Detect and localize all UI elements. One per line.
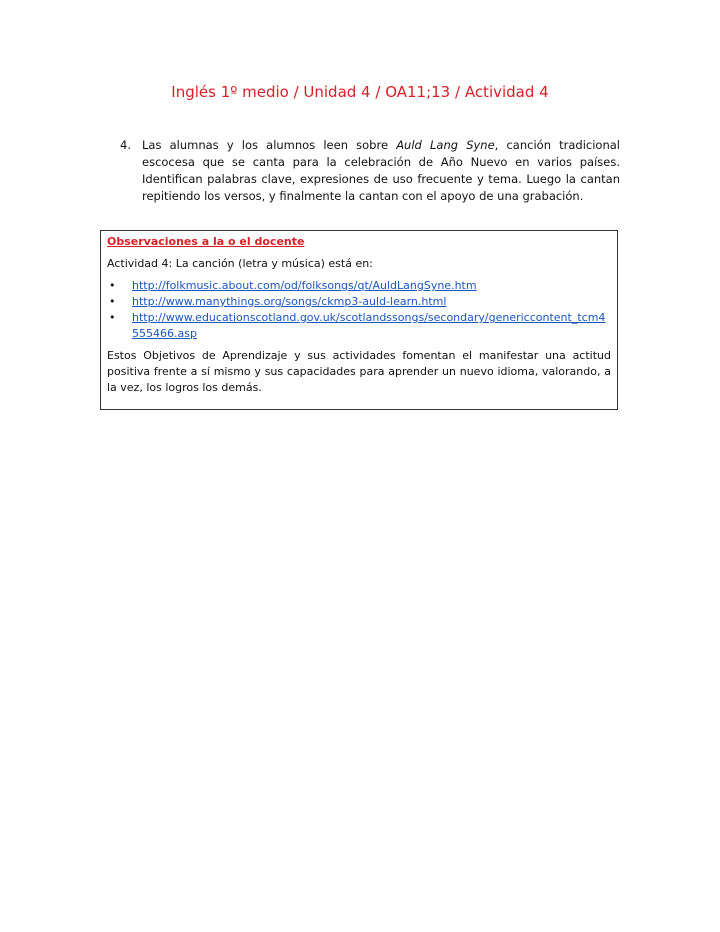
resource-list-item xyxy=(107,278,611,294)
resource-list-item xyxy=(107,310,611,342)
activity-item xyxy=(120,137,620,205)
activity-text-before: Las alumnas y los alumnos leen sobre xyxy=(142,138,397,152)
activity-number: 4. xyxy=(120,138,131,152)
observations-intro: Actividad 4: La canción (letra y música) está en: xyxy=(107,257,373,270)
observations-title: Observaciones a la o el docente xyxy=(107,235,305,248)
resource-link-list xyxy=(107,278,611,342)
educationscotland-link[interactable]: http://www.educationscotland.gov.uk/scotlandssongs/secondary/genericcontent_tcm4555466.asp xyxy=(132,311,606,340)
bullet-icon: • xyxy=(109,311,116,324)
observations-closing: Estos Objetivos de Aprendizaje y sus actividades fomentan el manifestar una actitud positiva frente a sí mismo y sus capacidades para aprender un nuevo idioma, valorando, a la vez, los logros los demás. xyxy=(107,349,611,394)
activity-description xyxy=(142,137,620,205)
resource-list-item xyxy=(107,294,611,310)
folkmusic-link[interactable]: http://folkmusic.about.com/od/folksongs/qt/AuldLangSyne.htm xyxy=(132,279,477,292)
activity-text-after: , canción tradicional escocesa que se canta para la celebración de Año Nuevo en varios países. Identifican palabras clave, expresiones de uso frecuente y tema. Luego la cantan repitiendo los versos, y finalmente la cantan con el apoyo de una grabación. xyxy=(142,138,620,203)
manythings-link[interactable]: http://www.manythings.org/songs/ckmp3-auld-learn.html xyxy=(132,295,447,308)
teacher-observations-box xyxy=(100,230,618,410)
bullet-icon: • xyxy=(109,279,116,292)
page-title: Inglés 1º medio / Unidad 4 / OA11;13 / Actividad 4 xyxy=(171,83,549,101)
bullet-icon: • xyxy=(109,295,116,308)
song-title: Auld Lang Syne xyxy=(396,138,495,152)
